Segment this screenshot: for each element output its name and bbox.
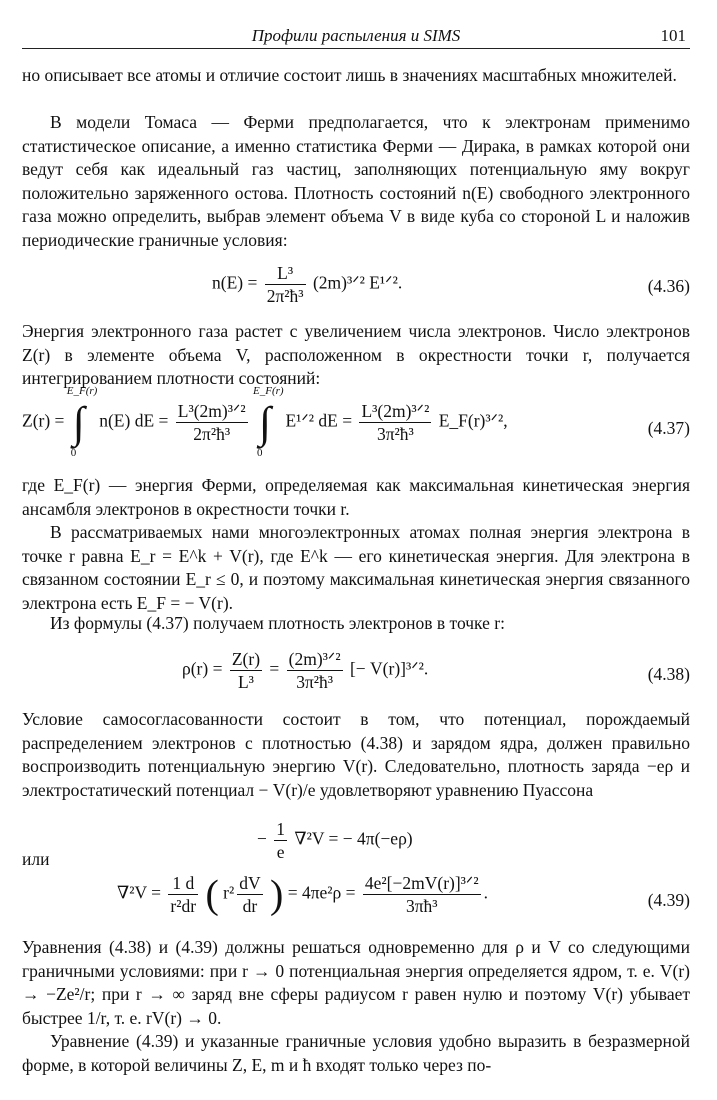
paragraph-self-consistency: Условие самосогласованности состоит в том, что потенциал, порождаемый распределением электронов с плотностью (4.38) и зарядом ядра, должен правильно воспроизводить потенциальную энергию V(r). Следовательно, плотность заряда −eρ и электростатический потенциал − V(r)/e удовлетворяют уравнению Пуассона bbox=[22, 709, 690, 800]
paragraph-density-intro: Из формулы (4.37) получаем плотность электронов в точке r: bbox=[50, 613, 505, 633]
paragraph-boundary-conditions: Уравнения (4.38) и (4.39) должны решаться одновременно для ρ и V со следующими граничными условиями: при r → 0 потенциальная энергия определяется ядром, т. е. V(r) → −Ze²/r; при r → ∞ заряд вне сферы радиусом r равен нулю и поэтому V(r) убывает быстрее 1/r, т. е. rV(r) → 0. bbox=[22, 937, 690, 1028]
equation-4-39: ∇²V = $\frac{1 d}{\text{r²dr}}$ ( r² $\frac{dV}{dr}$ ) = 4πe²ρ = $\frac{\text{4e²[−2mV(r)]³ᐟ²}}{\text{3πħ³}}$ . (4.39) bbox=[117, 871, 690, 917]
paragraph-thomas-fermi: В модели Томаса — Ферми предполагается, что к электронам применимо статистическое описание, а именно статистика Ферми — Дирака, в рамках которой они ведут себя как идеальный газ частиц, заполняющих потенциальную яму вокруг положительно заряженного остова. Плотность состояний n(E) свободного электронного газа можно определить, выбрав элемент объема V в виде куба со стороной L и наложив периодические граничные условия: bbox=[22, 112, 690, 250]
equation-number: (4.37) bbox=[647, 418, 690, 438]
equation-number: (4.39) bbox=[647, 890, 690, 910]
paragraph-electron-count: Энергия электронного газа растет с увеличением числа электронов. Число электронов Z(r) в элементе объема V, расположенном в окрестности точки r, получается интегрированием плотности состояний: bbox=[22, 321, 690, 388]
page-number: 101 bbox=[660, 26, 686, 45]
equation-4-36: n(E) = $\frac{\text{L³}}{\text{2π²ħ³}}$ (2m)³ᐟ² E¹ᐟ². (4.36) bbox=[212, 263, 690, 306]
running-title: Профили распыления и SIMS bbox=[251, 26, 461, 45]
header-rule bbox=[22, 48, 690, 49]
equation-4-38: ρ(r) = $\frac{Z(r)}{\text{L³}}$ = $\frac{\text{(2m)³ᐟ²}}{\text{3π²ħ³}}$ [− V(r)]³ᐟ². (4.38) bbox=[182, 649, 690, 692]
word-or: или bbox=[22, 849, 50, 869]
paragraph-fermi-energy: где E_F(r) — энергия Ферми, определяемая как максимальная кинетическая энергия ансамбля электронов в окрестности точки r. bbox=[22, 475, 690, 519]
integral-sign: ∫ E_F(r) 0 bbox=[253, 384, 284, 459]
equation-4-37: Z(r) = ∫ E_F(r) 0 n(E) dE = $\frac{\text{L³(2m)³ᐟ²}}{\text{2π²ħ³}}$ ∫ E_F(r) 0 E¹ᐟ² dE = $\frac{\text{L³(2m)³ᐟ²}}{\text{3π²ħ³}}$ E_F(r)³ᐟ², (4.37) bbox=[22, 384, 690, 459]
equation-number: (4.38) bbox=[647, 664, 690, 684]
page-header bbox=[22, 22, 690, 46]
equation-poisson: − $\frac{1}{e}$ ∇²V = − 4π(−eρ) bbox=[257, 819, 413, 862]
paragraph-continuation: но описывает все атомы и отличие состоит лишь в значениях масштабных множителей. bbox=[22, 65, 677, 85]
paragraph-dimensionless: Уравнение (4.39) и указанные граничные условия удобно выразить в безразмерной форме, в которой величины Z, E, m и ħ входят только через по- bbox=[22, 1031, 690, 1075]
equation-number: (4.36) bbox=[647, 276, 690, 296]
integral-sign: ∫ E_F(r) 0 bbox=[66, 384, 98, 459]
paragraph-total-energy: В рассматриваемых нами многоэлектронных атомах полная энергия электрона в точке r равна E_r = E^k + V(r), где E^k — его кинетическая энергия. Для электрона в связанном состоянии E_r ≤ 0, и поэтому максимальная кинетическая энергия связанного электрона есть E_F = − V(r). bbox=[22, 522, 690, 613]
